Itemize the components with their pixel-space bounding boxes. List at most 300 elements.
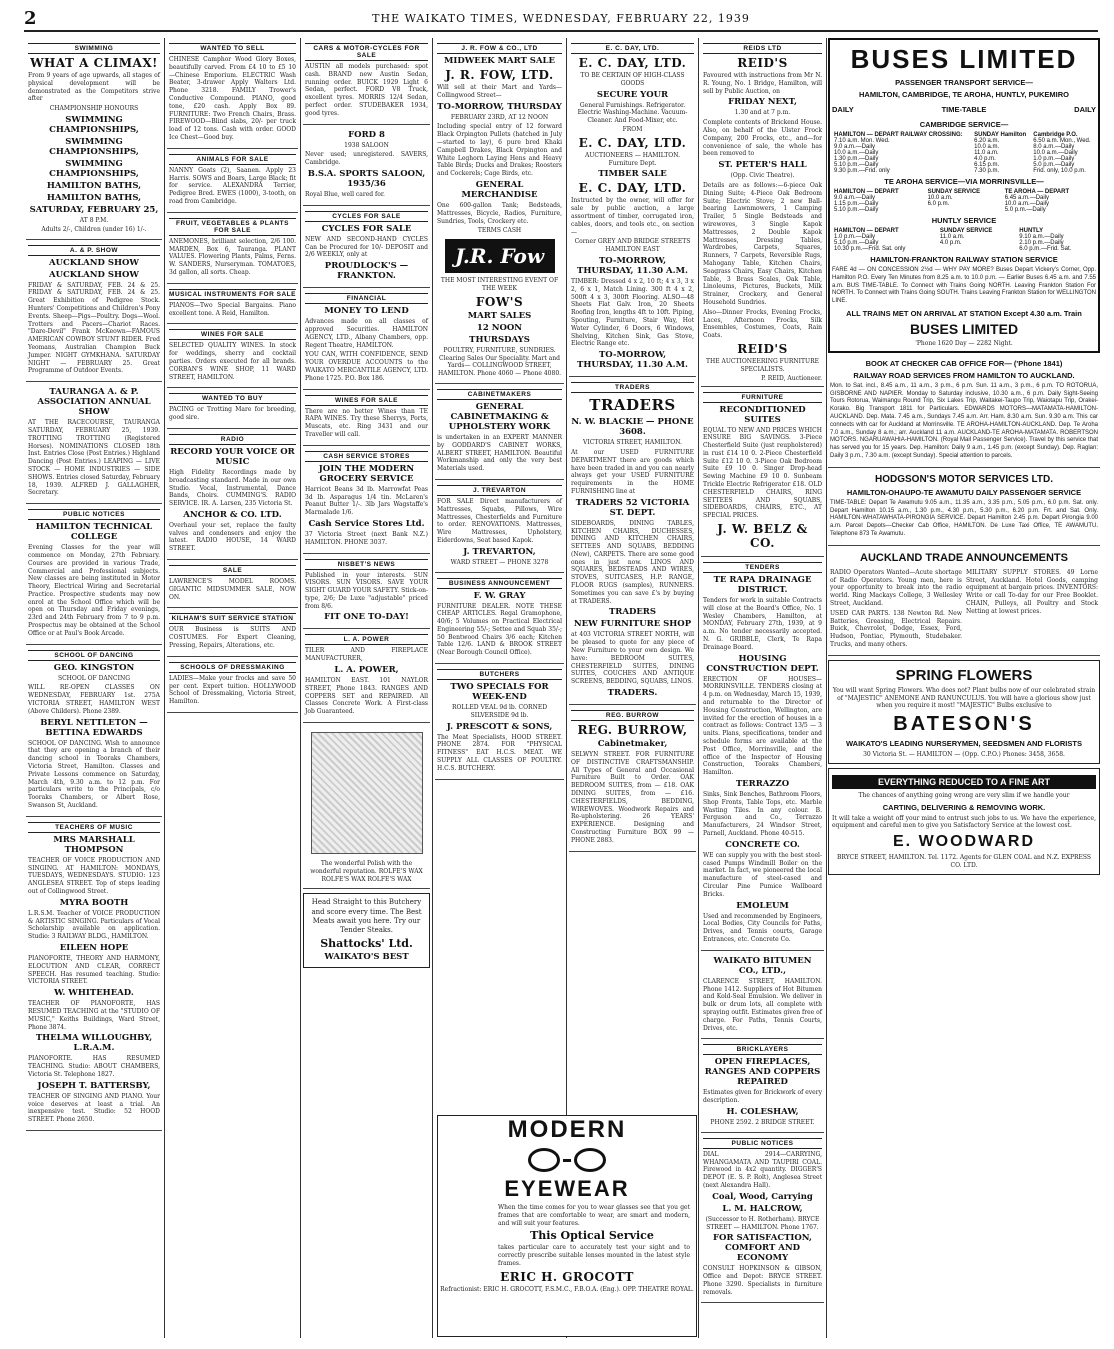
ad-title: W. WHITEHEAD. [54, 988, 134, 999]
timetable-cell [938, 246, 1017, 252]
ad-body: Never used; unregistered. SAVERS, Cambridge. [305, 151, 428, 167]
ad-signoff: P. REID, Auctioneer. [761, 374, 822, 382]
section-heading: FRUIT, VEGETABLES & PLANTS FOR SALE [169, 218, 296, 236]
timetable-cell: HAMILTON — DEPART [834, 228, 899, 234]
ad-body: SIDEBOARDS, DINING TABLES, KITCHEN CHAIRS, DUCHESSES, DINING AND KITCHEN CHAIRS, SETTEES AND SQUABS, BEDDING (New), CARPETS. There are some good ones in just now. LINOS AND SQUARES, BEDSTEADS AND WIRES, STOVES, SUITCASES, H.P. RANGE, FLOOR RUGS (samples), RUNNERS. Sometimes you can save £'s by buying at TRADERS. [571, 519, 694, 605]
section-heading: A. & P. SHOW [28, 245, 160, 256]
ad-body: One 600-gallon Tank; Bedsteads, Mattresses, Bicycle, Radios, Furniture, Sundries, Tools, Crockery etc. [437, 201, 562, 225]
timetable-cell: 1.30 p.m.—Daily [834, 156, 879, 162]
timetable-cell: SUNDAY Hamilton [974, 132, 1027, 138]
ad-hodgson [828, 468, 1100, 546]
ad-title: GENERAL MERCHANDISE [461, 179, 538, 200]
timetable-row [832, 246, 1096, 252]
timetable-cell: 9.0 a.m.—Daily [834, 144, 876, 150]
ad-title: TO-MORROW, THURSDAY [437, 101, 562, 112]
ad-ec-day [569, 38, 696, 377]
ad-title: RECORD YOUR VOICE OR MUSIC [170, 446, 295, 467]
ad-furniture [701, 387, 824, 558]
ad-title: FRIDAY NEXT, [728, 97, 797, 108]
ad-title: This Optical Service [530, 1229, 654, 1243]
ad-title: MYRA BOOTH [59, 897, 129, 908]
timetable-cell: 11.0 a.m. [974, 150, 999, 156]
ad-title: FIT ONE TO-DAY! [324, 612, 409, 623]
timetable-cell: 5.10 p.m.—Daily [834, 207, 879, 213]
ad-reg-burrow [569, 705, 696, 852]
ad-body: TIMBER: Dressed 4 x 2, 10 ft; 4 x 3, 3 x 2, 6 x 1, Match Lining. 300 ft 4 x 2, 500ft 4 x 3, 300ft Flooring. ALSO—48 Sheets Flat Galv. Iron, 20 Sheets Roofing Iron, lengths 4ft to 10ft. Piping, Spouting, Furniture, Stair Way, Hot Water Cylinder, 6 Doors, 6 Windows, Shelving, Kitchen Sink, Gas Stove, Electric Range etc. [571, 277, 694, 348]
section-heading: CARS & MOTOR-CYCLES FOR SALE [305, 43, 428, 61]
section-heading: REIDS LTD [703, 43, 822, 54]
timetable-header [832, 102, 1096, 117]
section-heading: REG. BURROW [571, 710, 694, 721]
ad-body: From 9 years of age upwards, all stages of physical development will be demonstrated as the Competitors strive after [28, 72, 160, 103]
timetable-cell: 5.0 p.m.—Daily [1004, 207, 1046, 213]
ad-traders [569, 377, 696, 705]
timetable-cell: SUNDAY SERVICE [939, 228, 993, 234]
ad-title: WAIKATO BITUMEN CO., LTD., [713, 955, 812, 976]
buses-route: HAMILTON, CAMBRIDGE, TE AROHA, HUNTLY, PUKEMIRO [858, 90, 1069, 99]
ad-title: B.S.A. SPORTS SALOON, 1935/36 [307, 168, 426, 189]
buses-phone: 'Phone 1620 Day — 2282 Night. [915, 339, 1013, 347]
section-heading: WANTED TO SELL [169, 43, 296, 54]
rail-title: RAILWAY ROAD SERVICES FROM HAMILTON TO AUCKLAND. [853, 370, 1075, 380]
ad-body: LAWRENCE'S MODEL ROOMS. GIGANTIC MIDSUMMER SALE, NOW ON. [169, 578, 296, 601]
ad-body: FRIDAY & SATURDAY, FEB. 24 & 25. FRIDAY & SATURDAY, FEB. 24 & 25. Great Exhibition of Pedigree Stock. Hunters' Competitions and Children's Pony Events. Sheep—Pigs—Poultry. Dogs—Wool. Trotters and Pacers—Chariot Races. "Dare-Devil" Frank McKeown—FAMOUS AMERICAN COWBOY STUNT RIDER. Fred Yeomans, Australian Champion Buck Jumper. NIGHT GYMKHANA. SATURDAY NIGHT — FEBRUARY 25. Great Programme of Outdoor Events. [28, 281, 160, 375]
nun-illustration [311, 732, 423, 854]
ad-title: J. W. BELZ & CO. [717, 522, 808, 551]
ad-body: AUCTIONEERS — HAMILTON. Furniture Dept. [585, 151, 680, 167]
timetable-cell: 1.0 p.m.—Daily [1033, 156, 1075, 162]
ad-title: J. PRESCOTT & SONS, [446, 721, 553, 732]
ad-sub: SCHOOL OF DANCING [57, 674, 131, 682]
ad-title: J. TREVARTON, [463, 546, 536, 557]
ad-body: Refractionist: ERIC H. GROCOTT, F.S.M.C., F.B.O.A. (Eng.). OPP. THEATRE ROYAL. [440, 1285, 694, 1293]
ad-woodward [828, 768, 1100, 875]
ad-sub: VICTORIA STREET, HAMILTON. [583, 439, 682, 447]
ad-body: SELECTED QUALITY WINES. In stock for weddings, sherry and cocktail parties. Orders executed for all brands. CORBAN'S WINE SHOP, 11 WARD STREET, HAMILTON. [169, 342, 296, 381]
ad-body: Estimates given for Brickwork of every description. [703, 1089, 822, 1105]
ad-public-notices [701, 1133, 824, 1304]
ad-body: Used and recommended by Engineers, Local Bodies, City Councils for Paths, Drives, and Tennis courts, Garage Entrances, etc. Concrete Co. [703, 912, 822, 943]
section-heading: J. R. FOW & CO., LTD [437, 43, 562, 54]
ad-body: Will sell at their Mart and Yards—Collingwood Street— [437, 84, 562, 99]
timetable-cell: 6.45 a.m.—Daily [1004, 195, 1050, 201]
ad-body: SELWYN STREET. FOR FURNITURE OF DISTINCTIVE CRAFTSMANSHIP. All Types of General and Occasional Furniture Built to Order. OAK BEDROOM SUITES, from — £18. OAK DINING SUITES, from — £16. CHESTERFIELDS, BEDDING, WIREWOVES. Woodwork Repairs and Re-upholstering. 26 YEARS' EXPERIENCE. Designing and Constructing Furniture BOX 99 — PHONE 2883. [571, 751, 694, 844]
ad-title: GENERAL CABINETMAKING & UPHOLSTERY WORK [448, 401, 551, 432]
section-heading: CASH SERVICE STORES [305, 451, 428, 462]
ad-modern-eyewear [437, 1115, 697, 1337]
ad-body: TEACHER OF PIANOFORTE, HAS RESUMED TEACHING at the "STUDIO OF MUSIC," Keiths Buildings, Ward Street, Phone 3874. [28, 1000, 160, 1031]
ad-line: SWIMMING CHAMPIONSHIPS, [49, 114, 139, 135]
ad-body: Overhaul your set, replace the faulty valves and condensers and enjoy the latest. RADIO HOUSE, 14 WARD STREET. [169, 521, 296, 553]
ad-title: WHAT A CLIMAX! [30, 56, 158, 70]
ad-title: TAURANGA A. & P. ASSOCIATION ANNUAL SHOW [37, 387, 151, 418]
ad-fruit [167, 213, 298, 284]
ad-body: High Fidelity Recordings made by broadcasting standard. Made in our own Studio. Vocal, Instrumental, Dance Bands, Choirs. CUMMING'S. RADIO SERVICE. IR. A. Larsen, 235 Victoria St. [169, 468, 296, 508]
ad-title: TRADERS. [607, 688, 658, 699]
section-heading: J. TREVARTON [437, 485, 562, 496]
timetable-cell: 6.15 p.m. [974, 162, 1000, 168]
ad-body: POULTRY, FURNITURE, SUNDRIES. Clearing Sales Our Speciality. Mart and Yards— COLLINGWOOD STREET, HAMILTON. Phone 4060 — Phone 4080. [437, 346, 562, 378]
ad-sub: (Opp. Civic Theatre). [730, 172, 795, 180]
ad-title: N. W. BLACKIE — PHONE 3608. [571, 417, 694, 438]
ad-title: MIDWEEK MART SALE [444, 56, 555, 66]
auckland-trade-title: AUCKLAND TRADE ANNOUNCEMENTS [860, 551, 1068, 564]
section-heading: TENDERS [703, 562, 822, 573]
ad-body: Corner GREY AND BRIDGE STREETS HAMILTON EAST [574, 238, 691, 254]
spring-body: You will want Spring Flowers. Who does not? Plant bulbs now of our celebrated strain of "MAJESTIC" ANEMONE AND RANUNCULUS. You will have a glorious show just when you require it most! "MAJESTIC" Bulbs exclusive to [832, 686, 1096, 710]
ad-kilham [167, 608, 298, 656]
ad-tauranga [26, 382, 162, 504]
section-heading: PUBLIC NOTICES [703, 1138, 822, 1149]
ad-body: PIANOS—Two Special Bargains. Piano excellent tone. A Reid, Hamilton. [169, 301, 296, 317]
ad-body: ERECTION OF HOUSES—MORRINSVILLE. TENDERS closing at 4 p.m. on Wednesday, March 15, 1939, and returnable to the Director of Housing Construction, Wellington, are invited for the erection of houses in a contract as follows: Contract 13/5 — 3 units. Plans, specifications, tender and schedule forms are available at the Post Office, Morrinsville, and the office of the Inspector of Housing Construction, Tooraks Chambers, Hamilton. [703, 675, 822, 777]
ad-body: ROLLED VEAL 9d lb. CORNED SILVERSIDE 9d lb. [451, 704, 548, 719]
label-daily: DAILY [832, 105, 854, 114]
ad-title: REID'S [737, 341, 788, 356]
ad-title: OPEN FIREPLACES, RANGES AND COPPERS REPAIRED [704, 1057, 821, 1088]
section-heading: E. C. DAY, LTD. [571, 43, 694, 54]
ad-body: THE MOST INTERESTING EVENT OF THE WEEK [440, 277, 559, 292]
fine-body2: It will take a weight off your mind to entrust such jobs to us. We have the experience, equipment and careful men to give you Satisfactory Service at the lowest cost. [832, 814, 1096, 830]
bateson-sub: WAIKATO'S LEADING NURSERYMEN, SEEDSMEN AND FLORISTS [846, 739, 1082, 749]
ad-title: BERYL NETTLETON — BETTINA EDWARDS [40, 717, 148, 738]
ad-body: There are no better Wines than TE RAPA WINES. Try these Sherrys, Ports, Muscats, etc. Ring 3431 and our Traveller will call. [305, 407, 428, 438]
ad-title: J. R. FOW, LTD. [445, 68, 554, 82]
huntly-service: HUNTLY SERVICE [931, 216, 997, 225]
ad-title: TIMBER SALE [598, 169, 667, 180]
ad-body: Advances made on all classes of approved Securities. HAMILTON AGENCY, LTD., Albany Chambers, opp. Regent Theatre, HAMILTON. [305, 318, 428, 349]
ad-sub: WARD STREET — PHONE 3278 [450, 558, 549, 566]
ad-body: SCHOOL OF DANCING. Wish to announce that they are opening a branch of their dancing school in Tooraks Chambers, Victoria Street, Hamilton. Classes and Private Lessons commence on Saturday, March 4th, 9.30 a.m. to 12 p.m. For particulars write to the Principals, c/o Tooraks Chambers, or Albert Rose, Swanson St, Auckland. [28, 739, 160, 810]
bateson-addr: 30 Victoria St. — HAMILTON — (Opp. C.P.O.) Phones: 3458, 3658. [863, 751, 1065, 759]
ad-body: The Meat Specialists, HOOD STREET. PHONE 2874. FOR "PHYSICAL FITNESS" EAT H.C.S. MEAT. WE SUPPLY ALL CLASSES OF POULTRY. H.C.S. BUTCHERY. [437, 733, 562, 772]
section-heading: MUSICAL INSTRUMENTS FOR SALE [169, 290, 296, 298]
ad-cycles [303, 206, 430, 288]
ad-title: F. W. GRAY [473, 590, 526, 601]
timetable-cell: 10.0 a.m.—Daily [1033, 150, 1078, 156]
ad-title: E. C. DAY, LTD. [578, 56, 687, 70]
ad-date: SATURDAY, FEBRUARY 25, [29, 204, 159, 215]
ad-body: NEW AND SECOND-HAND CYCLES Can be Procured for 10/- DEPOSIT and 2/6 WEEKLY, only at [305, 235, 428, 259]
ad-title: L. A. POWER, [334, 665, 399, 676]
ad-rolfes-wax [303, 723, 430, 889]
ad-title: GEO. KINGSTON [53, 662, 135, 673]
ad-title: EILEEN HOPE [59, 943, 129, 953]
fine-art-title: EVERYTHING REDUCED TO A FINE ART [832, 775, 1096, 789]
ad-ford [303, 125, 430, 206]
ad-venue: HAMILTON BATHS, [46, 180, 142, 191]
ad-body: CLARENCE STREET, HAMILTON. Phone 1412. Suppliers of Hot Bitumen and Kold-Seal Emulsion. We deliver in bulk or drum lots, all complete with spraying outfit. Estimates given free of charge. For Paths, Tennis Courts, Drives, etc. [703, 977, 822, 1032]
ad-sub: TERMS CASH [477, 227, 522, 235]
section-heading: SCHOOLS OF DRESSMAKING [169, 662, 296, 673]
ad-title: FOR SATISFACTION, COMFORT AND ECONOMY [713, 1233, 812, 1264]
ad-auckland-show [26, 240, 162, 383]
section-heading: BUSINESS ANNOUNCEMENT [437, 578, 562, 589]
ad-cabinetmakers [435, 384, 564, 480]
timetable-cell: 10.0 a.m.—Daily [834, 150, 879, 156]
ad-title: Cabinetmaker, [597, 739, 668, 750]
ad-title: MRS MARSHALL THOMPSON [53, 834, 135, 855]
ad-sub: FROM [622, 125, 643, 133]
timetable-cell: 1.0 p.m.—Daily [834, 234, 876, 240]
ad-title: JOSEPH T. BATTERSBY, [37, 1080, 151, 1091]
section-heading: RADIO [169, 434, 296, 445]
timetable-cell: 5.10 p.m.—Daily [834, 240, 879, 246]
ad-title: WAIKATO'S BEST [324, 951, 409, 962]
ad-title: MART SALES [467, 310, 532, 321]
timetable-cell: SUNDAY SERVICE [927, 189, 981, 195]
buses-title-2: BUSES LIMITED [909, 320, 1019, 337]
hodgson-body: TIME-TABLE: Depart Te Awamutu 9.05 a.m., 11.35 a.m., 3.35 p.m., 5.05 p.m., 6.0 p.m. Sat. only. Depart Hamilton 10.15 a.m., 1.30 p.m., 4.30 p.m., 5.30 p.m., 6.20 p.m. Frt. and Sat. Only. HAMILTON-WHATAWHATA-PIRONGIA SERVICE. Depart Hamilton 2.45 p.m. Depart Pirongia 9.00 a.m. Parcel Depots—Checker Cab Office, HAMILTON. De Luxe Taxi Office, TE AWAMUTU. Telephone 873 Te Awamutu. [830, 499, 1098, 537]
timetable-cell: HUNTLY [1019, 228, 1044, 234]
ad-title: TERRAZZO [735, 779, 790, 789]
ad-title: MONEY TO LEND [324, 306, 409, 317]
ad-checker-cab [828, 353, 1100, 468]
spring-title: SPRING FLOWERS [895, 666, 1033, 684]
hodgson-title: HODGSON'S MOTOR SERVICES LTD. [875, 473, 1053, 485]
ad-title: CYCLES FOR SALE [321, 223, 412, 234]
ad-cars [303, 38, 430, 125]
timetable-cell: 9.10 a.m.—Daily [1019, 234, 1064, 240]
ad-sale [167, 560, 298, 608]
ad-title: EMOLEUM [736, 900, 789, 911]
ad-title: H. COLESHAW, [726, 1106, 799, 1117]
ad-body: USED CAR PARTS. 138 Newton Rd. New Batteries, Greasing, Electrical Repairs. Buick, Chevrolet, Dodge, Essex, Ford, Hudson, Pontiac, Plymouth, Studebaker. Trucks, and many others. [830, 609, 962, 648]
te-aroha-service: TE AROHA SERVICE—VIA MORRINSVILLE— [884, 177, 1044, 186]
ad-power [303, 629, 430, 723]
section-heading: L. A. POWER [305, 634, 428, 645]
ad-body: (Successor to H. Rotherham). BRYCE STREET — HAMILTON. Phone 1767. [705, 1215, 820, 1231]
timetable-cell: HAMILTON — DEPART RAILWAY CROSSING: [834, 132, 963, 138]
ad-venue: HAMILTON BATHS, [46, 192, 142, 203]
timetable-cell: 6.0 p.m. [927, 201, 950, 207]
ad-waikato-bitumen [701, 951, 824, 1040]
timetable-cell: Frid. only, 10.0 p.m. [1033, 168, 1086, 174]
ad-body: DIAL 2914—CARRYING, WHANGAMATA AND TAUPIRI COAL. Firewood in 4x2 quantity. DIGGER'S DEPOT (E. S. P. Rolt), Anglesea Street (next Alexandra Hall). [703, 1150, 822, 1189]
ad-title: REG. BURROW, [577, 723, 688, 738]
timetable-cell [926, 207, 1003, 213]
ad-sub: 1938 SALOON [344, 141, 389, 149]
ad-reids [701, 38, 824, 387]
ad-body: Head Straight to this Butchery and score every time. The Best Meats await you here. Try our Tender Steaks. [311, 898, 422, 934]
ad-title: HOUSING CONSTRUCTION DEPT. [706, 653, 819, 674]
timetable-cell: 5.0 p.m.—Daily [1033, 162, 1075, 168]
ad-body: EQUAL TO NEW AND PRICES WHICH ENSURE BIG SAVINGS. 3-Piece Chesterfield Suite (just reupholstered) in rust £14 10 0. 2-Piece Chesterfield Suite £12 10 0. 3-Piece Oak Bedroom Suite £9 10 0. Singer Drop-head Sewing Machine £9 10 0. Sunbeam Trickle Electric Refrigerator £18. OLD CHESTERFIELD CHAIRS, RING SETTEES AND SQUABS, SIDEBOARDS, CHAIRS, ETC., AT SPECIAL PRICES. [703, 426, 822, 520]
section-heading: SWIMMING [28, 43, 160, 54]
ad-dressmaking [167, 657, 298, 713]
label-timetable: TIME-TABLE [941, 105, 987, 114]
ad-title: TRADERS [589, 396, 676, 415]
ad-gray [435, 573, 564, 665]
ad-wanted-to-sell [167, 38, 298, 149]
section-heading: FINANCIAL [305, 293, 428, 304]
ad-sub: THE AUCTIONEERING FURNITURE SPECIALISTS. [706, 357, 819, 373]
section-heading: WINES FOR SALE [169, 329, 296, 340]
ad-title: FOW'S [475, 294, 524, 309]
timetable-cell: 10.30 p.m.—Frid. Sat. only [834, 246, 906, 252]
ad-butchers [435, 664, 564, 780]
section-heading: SALE [169, 565, 296, 576]
ad-body: AUSTIN all models purchased: spot cash. BRAND new Austin Sedan, running order. BUICK 1929 Light 6 Sedan, perfect. FORD V8 Truck, excellent tyres. MORRIS 12/4 Sedan, perfect order. STUDEBAKER 1934, good tyres. [305, 63, 428, 117]
ad-title: PROUDLOCK'S — FRANKTON. [324, 261, 409, 282]
timetable-cell: 1.15 p.m.—Daily [834, 201, 879, 207]
ad-trevarton [435, 480, 564, 573]
ad-title: TWO SPECIALS FOR WEEK-END [450, 682, 549, 703]
ad-body: LADIES—Make your frocks and save 50 per cent. Expert tuition. HOLLYWOOD School of Dressmaking, Victoria Street, Hamilton. [169, 674, 296, 706]
ad-musical [167, 284, 298, 325]
timetable-cell: TE AROHA — DEPART [1004, 189, 1070, 195]
ad-time: AT 8 P.M. [79, 216, 109, 224]
buses-title: BUSES LIMITED [850, 44, 1078, 74]
te-aroha-timetable [832, 189, 1096, 213]
timetable-cell: 7.30 p.m. [974, 168, 1000, 174]
label-daily: DAILY [1074, 105, 1096, 114]
ad-body: CHINESE Camphor Wood Glory Boxes, beautifully carved. From £4 10 to £5 10—Chinese Emporium. ELECTRIC Wash Beater, 3-drawer Apply Walters Ltd. Phone 3218. FAMILY Trower's Conductive Compound. PIANO, good tone, £20 cash. Apply Box 89. FURNITURE: Two French Chairs, Brass. FIREWOOD—Blind slabs, 20/- per truck load of 12 tons. Cash with order. GOOD Ice Chest—Good buy. [169, 56, 296, 141]
timetable-cell: 9.0 a.m.—Daily [834, 195, 876, 201]
ad-body: When the time comes for you to wear glasses see that you get frames that are comfortable to wear, are smart and modern, and will suit your features. [498, 1204, 690, 1227]
ad-body: FURNITURE DEALER. NOTE THESE CHEAP ARTICLES. Regal Gramophone, 40/6; 5 Volumes on Practical Electrical Engineering 55/-; Settee and Squab 35/-; 50 Bentwood Chairs 3/6 each; Kitchen Table 12/6. LAND & BROOK STREET (Near Borough Council Office). [437, 602, 562, 657]
ad-body: WE can supply you with the best steel-cased Pumps Windmill Boiler on the market. In fact, we pioneered the local manufacture of steel-cased and Circular Pine Pumice Wallboard Bricks. [703, 851, 822, 898]
timetable-cell: 6.20 a.m. [974, 138, 1000, 144]
ad-title: Coal, Wood, Carrying [712, 1191, 813, 1202]
ad-body: TILER AND FIREPLACE MANUFACTURER, [305, 647, 428, 663]
ad-body: RADIO Operators Wanted—Acute shortage of Radio Operators. Young men, here is your opportunity to break into the radio world. Ring Mackays College, 3 Wellesley Street, Auckland. [830, 568, 962, 607]
ad-body: Also—Dinner Frocks, Evening Frocks, Laces, Afternoon Frocks, Silk Ensembles, Costumes, Coats, Rain Coats. [703, 308, 822, 340]
column-6 [701, 38, 824, 1338]
ad-body: TO BE CERTAIN OF HIGH-CLASS GOODS [580, 72, 685, 87]
ad-title: E. C. DAY, LTD. [578, 135, 687, 150]
ad-title: HAMILTON TECHNICAL COLLEGE [35, 522, 153, 543]
ad-title: TO-MORROW, THURSDAY, 11.30 A.M. [577, 350, 688, 371]
ad-sub: 1.30 and at 7 p.m. [734, 109, 791, 117]
ad-title: L. M. HALCROW, [722, 1203, 803, 1214]
ad-sub: FEBRUARY 23RD, AT 12 NOON [450, 113, 549, 121]
ad-title: CONCRETE CO. [725, 839, 800, 850]
huntly-timetable [832, 228, 1096, 252]
ad-body: NANNY Goats (2), Saanen. Apply 23 Harris. SOWS and Boars, Large Black; fit for service. ALEXANDRA Terrier, Pedigree Bred. EWES (1000), 3-tooth, on road from Cambridge. [169, 166, 296, 205]
ad-body: YOU CAN, WITH CONFIDENCE, SEND YOUR OVERDUE ACCOUNTS to the WAIKATO MERCANTILE AGENCY, LTD. Phone 1725. P.O. Box 186. [305, 351, 428, 382]
timetable-row [832, 168, 1096, 174]
ad-spring-flowers [828, 660, 1100, 764]
ad-shattocks [303, 893, 430, 967]
timetable-cell: 10.0 a.m.—Daily [1004, 201, 1050, 207]
timetable-cell: 9.30 p.m.—Frid. only [834, 168, 890, 174]
ad-body: takes particular care to accurately test your sight and to correctly prescribe suitable lenses mounted in the latest style frames. [498, 1244, 690, 1267]
ad-title: ERIC H. GROCOTT [500, 1269, 634, 1284]
ad-body: At our USED FURNITURE DEPARTMENT there are goods which have been traded in and you can nearly always get your USED FURNITURE requirements in the HOME FURNISHING line at [571, 448, 694, 495]
cambridge-service: CAMBRIDGE SERVICE— [919, 120, 1009, 129]
timetable-cell: 11.0 a.m. [939, 234, 965, 240]
ad-admission: Adults 2/-, Children (under 16) 1/-. [41, 225, 147, 233]
ad-cash-stores [303, 446, 430, 554]
ad-title: EYEWEAR [504, 1176, 630, 1201]
ad-title: Shattocks' Ltd. [320, 936, 413, 950]
section-heading: SCHOOL OF DANCING [28, 650, 160, 661]
ad-body: Favoured with instructions from Mr N. R. Young, No. 1 Bridge, Hamilton, will sell by Public Auction, on [703, 72, 822, 95]
ad-swimming [26, 38, 162, 240]
ad-title: THELMA WILLOUGHBY, L.R.A.M. [35, 1033, 153, 1054]
ad-title: 12 NOON [476, 322, 523, 333]
timetable-cell: 8.0 a.m.—Daily [1033, 144, 1075, 150]
ad-title: REID'S [737, 56, 788, 70]
ad-animals [167, 149, 298, 213]
column-right [828, 38, 1100, 1338]
section-heading: WINES FOR SALE [305, 395, 428, 406]
section-heading: WANTED TO BUY [169, 393, 296, 404]
ad-body: 37 Victoria Street (next Bank N.Z.) HAMILTON. PHONE 3037. [305, 530, 428, 546]
ad-title: JOIN THE MODERN GROCERY SERVICE [318, 463, 415, 484]
ad-te-rapa-wines [303, 390, 430, 446]
ad-body: OUR Business is SUITS AND COSTUMES. For Expert Cleaning, Pressing, Repairs, Alterations, etc. [169, 626, 296, 650]
ad-body: The wonderful Polish with the wonderful reputation. ROLFE'S WAX ROLFE'S WAX ROLFE'S WAX [310, 860, 423, 883]
ad-body: Royal Blue, well cared for. [305, 190, 385, 198]
timetable-cell: 2.10 p.m.—Daily [1019, 240, 1064, 246]
ad-body: WILL RE-OPEN CLASSES ON WEDNESDAY, FEBRUARY 1st. 275A VICTORIA STREET, HAMILTON WEST (Above Childers). Phone 2389. [28, 684, 160, 715]
ad-sub: CHAMPIONSHIP HONOURS [49, 105, 139, 113]
ad-body: Published in your interests. SUN VISORS. SUN VISORS. SAVE YOUR SIGHT GUARD YOUR SAFETY. Stick-on-type, 2/6; De Luxe "adjustable" priced from 8/6. [305, 571, 428, 610]
ad-title: TRADERS 52 VICTORIA ST. DEPT. [575, 497, 690, 518]
ad-nisbet [303, 554, 430, 630]
ad-wines [167, 324, 298, 388]
ad-body: Instructed by the owner, will offer for sale by public auction, a large assortment of timber, corrugated iron, cables, doors, and tools etc., on section— [571, 197, 694, 236]
section-heading: BRICKLAYERS [703, 1044, 822, 1055]
ad-body: PIANOFORTE, THEORY AND HARMONY, ELOCUTION AND CLEAR, CORRECT SPEECH. Has resumed teaching. Studio: VICTORIA STREET. [28, 955, 160, 986]
ad-line: SWIMMING CHAMPIONSHIPS, [49, 136, 139, 157]
hodgson-sub: HAMILTON-OHAUPO-TE AWAMUTU DAILY PASSENGER SERVICE [846, 487, 1082, 497]
bateson-title: BATESON'S [893, 713, 1035, 736]
timetable-cell: 6.0 p.m.—Frid. Sat. [1019, 246, 1072, 252]
ad-tenders [701, 557, 824, 951]
ad-title: AUCKLAND SHOW [49, 269, 139, 280]
ad-financial [303, 288, 430, 389]
ad-title: E. C. DAY, LTD. [578, 181, 687, 196]
ad-body: Tenders for work in suitable Contracts will close at the Board's Office, No. 1 Wesley Chambers, Hamilton, at MONDAY, February 27th, 1939, at 9 a.m. No tender necessarily accepted. N. G. GRIBBLE, Clerk, Te Rapa Drainage Board. [703, 597, 822, 651]
timetable-cell: 5.10 p.m.—Daily [834, 162, 879, 168]
section-heading: CABINETMAKERS [437, 389, 562, 400]
ad-line: SWIMMING CHAMPIONSHIPS, [49, 158, 139, 179]
ad-music-teachers [26, 817, 162, 1131]
ad-body: Evening Classes for the year will commence on Monday, 27th February. Courses are provided in various Trade, Commercial and Professional subjects. New classes are being instituted in Motor Theory, Electrical Wiring and Secretarial Practice. Prospective students may now enrol at the School Office which will be open on Thursday and Friday evenings, 23rd and 24th February from 7 to 9 p.m. Prospectus may be obtained at the School Office or at Paul's Book Arcade. [28, 544, 160, 637]
ad-body: Details are as follows:—6-piece Oak Dining Suite; 4-Piece Oak Bedroom Suite; Electric Stove; 2 new Ball-bearing Lawnmowers, 1 Camping Trailer, 5 Single Bedsteads and wirewoves, 3 Single Kapok Mattresses, 2 Double Kapok Mattresses, Dressing Tables, Wardrobes, Carpets, Squares, Runners, 7 Carpets, Reversible Rugs, Mahogany Table, Kitchen Chairs, Seagrass Chairs, Easy Chairs, Kitchen Table, 3 Brass Scales, Oak Table, Linoleums, Pictures, Buckets, Milk Strainer, Crockery, and General Household Sundries. [703, 181, 822, 306]
all-trains: ALL TRAINS MET ON ARRIVAL AT STATION Except 4.30 a.m. Train [846, 308, 1082, 318]
ad-radio [167, 429, 298, 560]
ad-wanted-to-buy [167, 388, 298, 429]
fow-logo: J.R. Fow [445, 239, 555, 273]
frankton-service: HAMILTON-FRANKTON RAILWAY STATION SERVICE [870, 255, 1058, 264]
timetable-cell: 4.0 p.m. [939, 240, 962, 246]
glasses-icon [438, 1148, 696, 1172]
ad-buses-limited [828, 38, 1100, 353]
checker-title: BOOK AT CHECKER CAB OFFICE FOR— ('Phone 1841) [865, 358, 1063, 368]
timetable-cell: 10.0 a.m. [927, 195, 953, 201]
section-heading: FURNITURE [703, 392, 822, 403]
fine-sub: CARTING, DELIVERING & REMOVING WORK. [882, 802, 1046, 812]
section-heading: KILHAM'S SUIT SERVICE STATION [169, 613, 296, 624]
ad-body: ANEMONES, brilliant selection, 2/6 100. MARDEN, Box 6, Tauranga. PLANT VALUES. Flowering Plants, Palms, Ferns. W. SANDERS, Nurseryman. TOMATOES, 3d gallon, all sorts. Cheap. [169, 237, 296, 276]
column-1 [26, 38, 162, 1338]
section-heading: NISBET'S NEWS [305, 559, 428, 570]
ad-title: ST. PETER'S HALL [718, 160, 807, 171]
column-3 [303, 38, 430, 1338]
rail-body: Mon. to Sat. incl., 8.45 a.m., 11 a.m., 3 p.m., 6 p.m. Sun. 11 a.m., 3 p.m., 6 p.m. TO ROTORUA, GISBORNE AND NAPIER. Monday to Saturday inclusive, 10.30 a.m., 6 p.m. Daily Sight-Seeing Tours Rotorua, Waimangu Round Trip, Six Lakes Trip, Waitakei-Taupo Trip, Waiotapu Trip, Orakei-Korako. Big Transport 1811 for Particulars. EDWARDS MOTORS—MATAMATA-HAMILTON-AUCKLAND. Dep. Mata. 7.45 a.m., Sundays 7.45 a.m. Arr. Ham. 8.30 a.m. Sun. 9.30 a.m. This car connects with car for Auckland at Morrinsville. TE AROHA-HAMILTON-AUCKLAND. Dep. Te Aroha 7.0 a.m., Sunday 8 a.m.; arr. Auckland 11 a.m. AUCKLAND-TE AROHA-MATAMATA. ROBERTSON MOTORS. NGARUAWAHIA-HAMILTON. (Royal Mail Passenger Service). Travel by this service that has served you for 15 years. Dep. Hamilton: Daily 9 a.m., 1.45 p.m. (except Sunday). Dep. Raglan: Daily 3 p.m., 7.30 a.m. (except Sunday). Special attention to parcels. [830, 382, 1098, 459]
page-header [24, 8, 1098, 32]
timetable-cell: 6.50 a.m. Mon., Wed. [1033, 138, 1091, 144]
ad-body: PHONE 2592. 2 BRIDGE STREET. [710, 1118, 815, 1126]
ad-technical-college [26, 504, 162, 645]
section-heading: ANIMALS FOR SALE [169, 154, 296, 165]
timetable-row [832, 207, 1096, 213]
section-heading: TEACHERS OF MUSIC [28, 822, 160, 833]
